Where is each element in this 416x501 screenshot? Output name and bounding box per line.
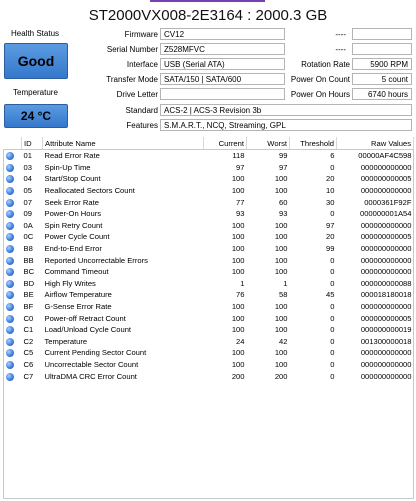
standard-label: Standard	[125, 106, 158, 115]
threshold-value: 0	[330, 302, 335, 312]
worst-value: 1	[283, 278, 288, 288]
power-on-count-field: 5 count	[352, 73, 412, 85]
table-row[interactable]	[3, 196, 414, 208]
status-cell	[3, 278, 22, 290]
threshold-value: 0	[330, 313, 335, 323]
threshold-value: 0	[330, 209, 335, 219]
transfer-mode-label: Transfer Mode	[106, 75, 158, 84]
rotation-rate-field: 5900 RPM	[352, 58, 412, 70]
column-header-current[interactable]: Current	[204, 137, 247, 150]
worst-value: 58	[279, 290, 288, 300]
threshold-value: 20	[326, 232, 335, 242]
column-header-id[interactable]: ID	[22, 137, 43, 150]
attribute-id: BB	[23, 255, 34, 265]
attribute-id: 0C	[23, 232, 34, 242]
table-header-row	[3, 137, 414, 150]
worst-value: 100	[274, 255, 288, 265]
attribute-name: Load/Unload Cycle Count	[44, 325, 132, 335]
attribute-id: C5	[23, 348, 34, 358]
attribute-name: Airflow Temperature	[44, 290, 112, 300]
current-value: 100	[231, 325, 245, 335]
status-dot-icon	[6, 210, 14, 218]
attribute-name: Uncorrectable Sector Count	[44, 359, 139, 369]
table-row[interactable]	[3, 324, 414, 336]
worst-value: 99	[279, 151, 288, 161]
threshold-value: 0	[330, 255, 335, 265]
raw-value: 000000000000	[360, 359, 412, 369]
attribute-id: BD	[23, 278, 35, 288]
status-cell	[3, 162, 22, 174]
status-dot-icon	[6, 268, 14, 276]
table-row[interactable]	[3, 150, 414, 162]
power-on-hours-field: 6740 hours	[352, 88, 412, 100]
raw-value: 000000000000	[360, 220, 412, 230]
status-dot-icon	[6, 199, 14, 207]
worst-value: 100	[274, 359, 288, 369]
attribute-name: Reallocated Sectors Count	[44, 186, 135, 196]
threshold-value: 97	[326, 220, 335, 230]
status-cell	[3, 254, 22, 266]
temperature-button[interactable]: 24 °C	[4, 104, 68, 128]
attribute-id: C7	[23, 371, 34, 381]
status-dot-icon	[6, 361, 14, 369]
threshold-value: 45	[326, 290, 335, 300]
table-row[interactable]	[3, 254, 414, 266]
attribute-name: Temperature	[44, 336, 88, 346]
right-placeholder-field-2	[352, 43, 412, 55]
attribute-id: C2	[23, 336, 34, 346]
worst-value: 100	[274, 267, 288, 277]
attribute-id: 05	[23, 186, 32, 196]
raw-value: 000000000000	[360, 162, 412, 172]
worst-value: 200	[274, 371, 288, 381]
worst-value: 60	[279, 197, 288, 207]
attribute-name: Read Error Rate	[44, 151, 100, 161]
power-on-hours-label: Power On Hours	[290, 90, 350, 99]
attribute-name: Power-On Hours	[44, 209, 102, 219]
column-header-threshold[interactable]: Threshold	[290, 137, 337, 150]
interface-field: USB (Serial ATA)	[160, 58, 285, 70]
table-row[interactable]	[3, 336, 414, 348]
status-dot-icon	[6, 164, 14, 172]
right-placeholder-field-1	[352, 28, 412, 40]
status-dot-icon	[6, 245, 14, 253]
health-status-button[interactable]: Good	[4, 43, 68, 79]
raw-value: 00000AF4C598	[358, 151, 412, 161]
current-value: 76	[236, 290, 245, 300]
status-cell	[3, 312, 22, 324]
current-value: 100	[231, 313, 245, 323]
current-value: 97	[236, 162, 245, 172]
raw-value: 000000000000	[360, 371, 412, 381]
status-dot-icon	[6, 338, 14, 346]
current-value: 100	[231, 186, 245, 196]
threshold-value: 0	[330, 336, 335, 346]
attribute-id: BE	[23, 290, 34, 300]
interface-label: Interface	[126, 60, 158, 69]
raw-value: 000018180018	[360, 290, 412, 300]
temperature-label: Temperature	[13, 88, 58, 97]
attribute-name: Spin Retry Count	[44, 220, 103, 230]
status-cell	[3, 185, 22, 197]
drive-letter-label: Drive Letter	[116, 90, 158, 99]
current-value: 93	[236, 209, 245, 219]
table-row[interactable]	[3, 220, 414, 232]
raw-value: 000000000000	[360, 244, 412, 254]
attribute-id: C1	[23, 325, 34, 335]
status-dot-icon	[6, 373, 14, 381]
threshold-value: 10	[326, 186, 335, 196]
current-value: 100	[231, 267, 245, 277]
status-cell	[3, 208, 22, 220]
raw-value: 000000000005	[360, 174, 412, 184]
worst-value: 100	[274, 302, 288, 312]
standard-field: ACS-2 | ACS-3 Revision 3b	[160, 104, 412, 116]
attribute-name: Spin-Up Time	[44, 162, 91, 172]
firmware-label: Firmware	[124, 30, 158, 39]
attribute-name: Power Cycle Count	[44, 232, 110, 242]
status-dot-icon	[6, 291, 14, 299]
status-dot-icon	[6, 280, 14, 288]
raw-value: 000000000000	[360, 302, 412, 312]
worst-value: 100	[274, 186, 288, 196]
threshold-value: 30	[326, 197, 335, 207]
current-value: 100	[231, 359, 245, 369]
status-dot-icon	[6, 303, 14, 311]
table-row[interactable]	[3, 359, 414, 371]
column-header-attribute-name[interactable]: Attribute Name	[43, 137, 204, 150]
raw-value: 000000000005	[360, 313, 412, 323]
status-cell	[3, 243, 22, 255]
attribute-name: Start/Stop Count	[44, 174, 101, 184]
raw-value: 000000000019	[360, 325, 412, 335]
health-status-label: Health Status	[11, 29, 60, 38]
column-header-status[interactable]	[3, 137, 22, 150]
drive-title: ST2000VX008-2E3164 : 2000.3 GB	[88, 7, 328, 24]
table-row[interactable]	[3, 266, 414, 278]
attribute-id: B8	[23, 244, 33, 254]
smart-attribute-table[interactable]	[3, 137, 414, 382]
serial-number-label: Serial Number	[106, 45, 158, 54]
raw-value: 000000000088	[360, 278, 412, 288]
status-dot-icon	[6, 152, 14, 160]
attribute-name: Seek Error Rate	[44, 197, 99, 207]
threshold-value: 0	[330, 359, 335, 369]
attribute-id: BF	[23, 302, 34, 312]
table-row[interactable]	[3, 243, 414, 255]
worst-value: 100	[274, 313, 288, 323]
current-value: 118	[232, 151, 245, 161]
raw-value: 000000001A54	[359, 209, 412, 219]
threshold-value: 0	[330, 325, 335, 335]
attribute-name: End-to-End Error	[44, 244, 102, 254]
attribute-id: 0A	[23, 220, 33, 230]
current-value: 100	[231, 302, 245, 312]
status-dot-icon	[6, 326, 14, 334]
attribute-name: Reported Uncorrectable Errors	[44, 255, 148, 265]
current-value: 100	[231, 220, 245, 230]
status-dot-icon	[6, 233, 14, 241]
current-value: 77	[236, 197, 245, 207]
status-cell	[3, 231, 22, 243]
attribute-name: Power-off Retract Count	[44, 313, 126, 323]
status-cell	[3, 266, 22, 278]
status-cell	[3, 324, 22, 336]
raw-value: 0000361F92F	[364, 197, 412, 207]
attribute-name: Command Timeout	[44, 267, 109, 277]
threshold-value: 99	[326, 244, 335, 254]
worst-value: 97	[279, 162, 288, 172]
power-on-count-label: Power On Count	[290, 75, 350, 84]
table-row[interactable]	[3, 289, 414, 301]
status-dot-icon	[6, 175, 14, 183]
attribute-id: 09	[23, 209, 32, 219]
attribute-name: G-Sense Error Rate	[44, 302, 112, 312]
worst-value: 100	[274, 348, 288, 358]
table-row[interactable]	[3, 301, 414, 313]
table-row[interactable]	[3, 231, 414, 243]
table-row[interactable]	[3, 173, 414, 185]
status-cell	[3, 359, 22, 371]
threshold-value: 6	[330, 151, 335, 161]
status-cell	[3, 370, 22, 382]
status-cell	[3, 301, 22, 313]
raw-value: 000000000000	[360, 348, 412, 358]
status-cell	[3, 336, 22, 348]
attribute-id: C6	[23, 359, 34, 369]
features-field: S.M.A.R.T., NCQ, Streaming, GPL	[160, 119, 412, 131]
status-cell	[3, 150, 22, 162]
right-placeholder-2: ----	[290, 43, 350, 55]
status-cell	[3, 173, 22, 185]
raw-value: 000000000000	[360, 267, 412, 277]
rotation-rate-label: Rotation Rate	[301, 60, 350, 69]
attribute-name: Current Pending Sector Count	[44, 348, 147, 358]
table-row[interactable]	[3, 208, 414, 220]
current-value: 1	[240, 278, 245, 288]
table-row[interactable]	[3, 185, 414, 197]
column-header-raw-values[interactable]: Raw Values	[337, 137, 414, 150]
column-header-worst[interactable]: Worst	[247, 137, 290, 150]
status-dot-icon	[6, 257, 14, 265]
attribute-name: High Fly Writes	[44, 278, 96, 288]
current-value: 100	[231, 255, 245, 265]
threshold-value: 0	[330, 162, 335, 172]
current-value: 24	[236, 336, 245, 346]
serial-number-field: Z528MFVC	[160, 43, 285, 55]
worst-value: 100	[274, 220, 288, 230]
raw-value: 000000000000	[360, 186, 412, 196]
threshold-value: 0	[330, 348, 335, 358]
window-accent-bar	[150, 0, 265, 2]
table-row[interactable]	[3, 162, 414, 174]
table-row[interactable]	[3, 347, 414, 359]
current-value: 100	[231, 174, 245, 184]
table-row[interactable]	[3, 312, 414, 324]
features-label: Features	[126, 121, 158, 130]
status-cell	[3, 347, 22, 359]
transfer-mode-field: SATA/150 | SATA/600	[160, 73, 285, 85]
attribute-id: 07	[23, 197, 32, 207]
raw-value: 001300000018	[360, 336, 412, 346]
firmware-field: CV12	[160, 28, 285, 40]
raw-value: 000000000000	[360, 255, 412, 265]
status-dot-icon	[6, 187, 14, 195]
table-row[interactable]	[3, 370, 414, 382]
raw-value: 000000000005	[360, 232, 412, 242]
table-row[interactable]	[3, 278, 414, 290]
attribute-name: UltraDMA CRC Error Count	[44, 371, 137, 381]
worst-value: 100	[274, 232, 288, 242]
status-dot-icon	[6, 315, 14, 323]
attribute-id: C0	[23, 313, 34, 323]
worst-value: 100	[274, 244, 288, 254]
right-placeholder-1: ----	[290, 28, 350, 40]
status-dot-icon	[6, 349, 14, 357]
worst-value: 93	[279, 209, 288, 219]
status-dot-icon	[6, 222, 14, 230]
status-cell	[3, 196, 22, 208]
attribute-id: BC	[23, 267, 35, 277]
threshold-value: 0	[330, 371, 335, 381]
worst-value: 100	[274, 174, 288, 184]
worst-value: 42	[279, 336, 288, 346]
status-cell	[3, 220, 22, 232]
attribute-id: 04	[23, 174, 32, 184]
attribute-id: 01	[23, 151, 32, 161]
current-value: 100	[231, 244, 245, 254]
current-value: 200	[231, 371, 245, 381]
threshold-value: 0	[330, 278, 335, 288]
threshold-value: 0	[330, 267, 335, 277]
attribute-id: 03	[23, 162, 32, 172]
drive-letter-field	[160, 88, 285, 100]
threshold-value: 20	[326, 174, 335, 184]
status-cell	[3, 289, 22, 301]
worst-value: 100	[274, 325, 288, 335]
current-value: 100	[231, 232, 245, 242]
current-value: 100	[231, 348, 245, 358]
